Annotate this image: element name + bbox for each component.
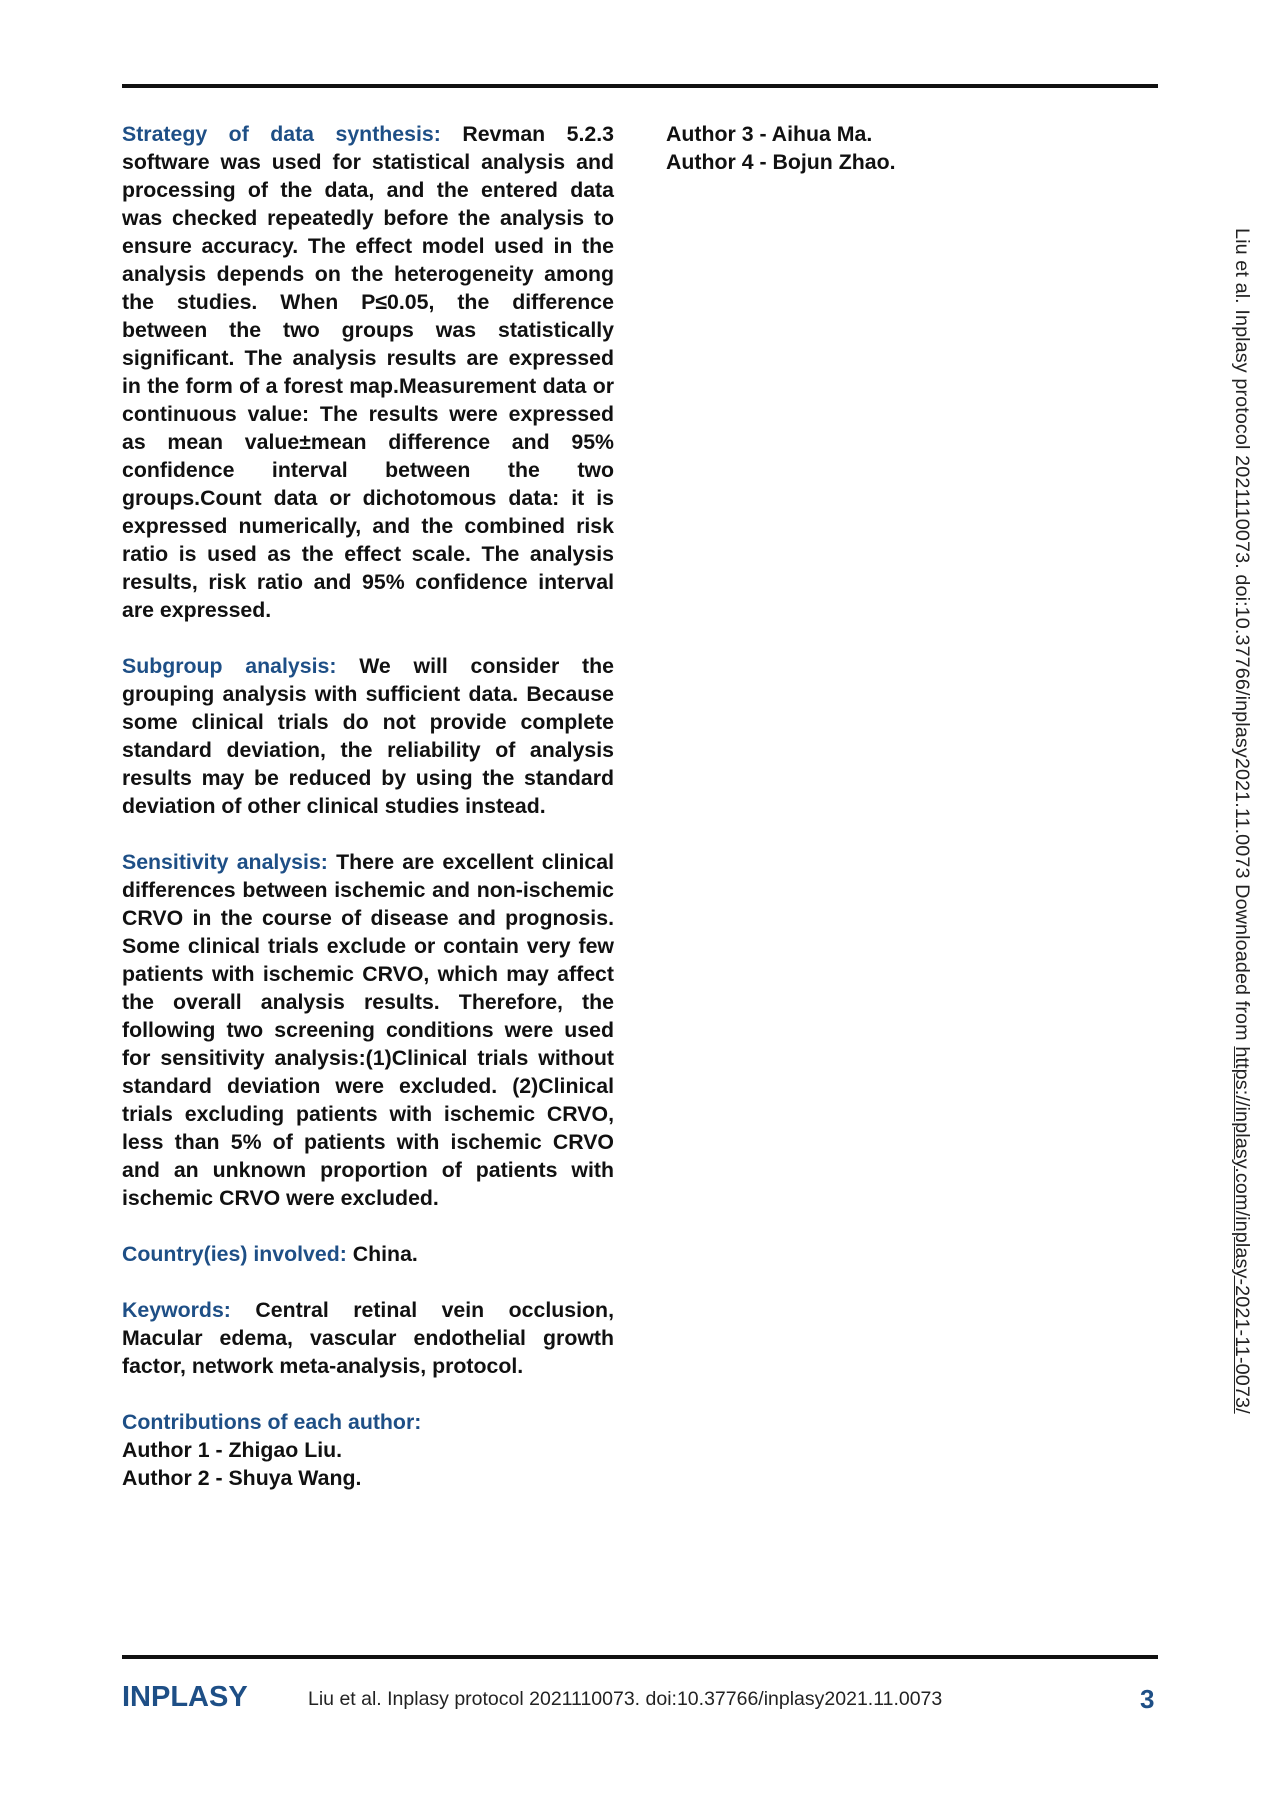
strategy-paragraph — [122, 120, 614, 624]
side-note-link[interactable]: https://inplasy.com/inplasy-2021-11-0073/ — [1231, 1046, 1253, 1414]
sensitivity-heading: Sensitivity analysis: — [122, 850, 328, 874]
country-heading: Country(ies) involved: — [122, 1242, 347, 1266]
sensitivity-text: There are excellent clinical differences between ischemic and non-ischemic CRVO in the course of disease and prognosis. Some clinical trials exclude or contain very few patients with ischemic CRVO, which may affect the overall analysis results. Therefore, the following two screening conditions were used for sensitivity analysis:(1)Clinical trials without standard deviation were excluded. (2)Clinical trials excluding patients with ischemic CRVO, less than 5% of patients with ischemic CRVO and an unknown proportion of patients with ischemic CRVO were excluded. — [122, 850, 614, 1210]
side-download-note — [1230, 228, 1253, 1414]
page-number: 3 — [1140, 1684, 1155, 1714]
right-column — [666, 120, 1158, 204]
top-rule — [122, 84, 1158, 88]
author-1: Author 1 - Zhigao Liu. — [122, 1438, 343, 1462]
strategy-text: Revman 5.2.3 software was used for statistical analysis and processing of the data, and the entered data was checked repeatedly before the analysis to ensure accuracy. The effect model used in the analysis depends on the heterogeneity among the studies. When P≤0.05, the difference between the two groups was statistically significant. The analysis results are expressed in the form of a forest map.Measurement data or continuous value: The results were expressed as mean value±mean difference and 95% confidence interval between the two groups.Count data or dichotomous data: it is expressed numerically, and the combined risk ratio is used as the effect scale. The analysis results, risk ratio and 95% confidence interval are expressed. — [122, 122, 614, 622]
keywords-paragraph — [122, 1296, 614, 1380]
subgroup-paragraph — [122, 652, 614, 820]
footer-citation: Liu et al. Inplasy protocol 2021110073. doi:10.37766/inplasy2021.11.0073 — [308, 1688, 943, 1710]
country-paragraph — [122, 1240, 614, 1268]
subgroup-heading: Subgroup analysis: — [122, 654, 337, 678]
keywords-text: Central retinal vein occlusion, Macular edema, vascular endothelial growth factor, network meta-analysis, protocol. — [122, 1298, 614, 1378]
contributions-paragraph — [122, 1408, 614, 1492]
keywords-heading: Keywords: — [122, 1298, 231, 1322]
author-2: Author 2 - Shuya Wang. — [122, 1466, 362, 1490]
authors-continued — [666, 120, 1158, 176]
country-text: China. — [352, 1242, 418, 1266]
subgroup-text: We will consider the grouping analysis with sufficient data. Because some clinical trials do not provide complete standard deviation, the reliability of analysis results may be reduced by using the standard deviation of other clinical studies instead. — [122, 654, 615, 818]
left-column — [122, 120, 614, 1520]
author-3: Author 3 - Aihua Ma. — [666, 122, 873, 146]
author-4: Author 4 - Bojun Zhao. — [666, 150, 896, 174]
sensitivity-paragraph — [122, 848, 614, 1212]
bottom-rule — [122, 1655, 1158, 1659]
strategy-heading: Strategy of data synthesis: — [122, 122, 441, 146]
side-note-text: Liu et al. Inplasy protocol 2021110073. doi:10.37766/inplasy2021.11.0073 Downloaded from — [1231, 228, 1253, 1041]
contributions-heading: Contributions of each author: — [122, 1410, 422, 1434]
footer-brand: INPLASY — [122, 1681, 248, 1713]
